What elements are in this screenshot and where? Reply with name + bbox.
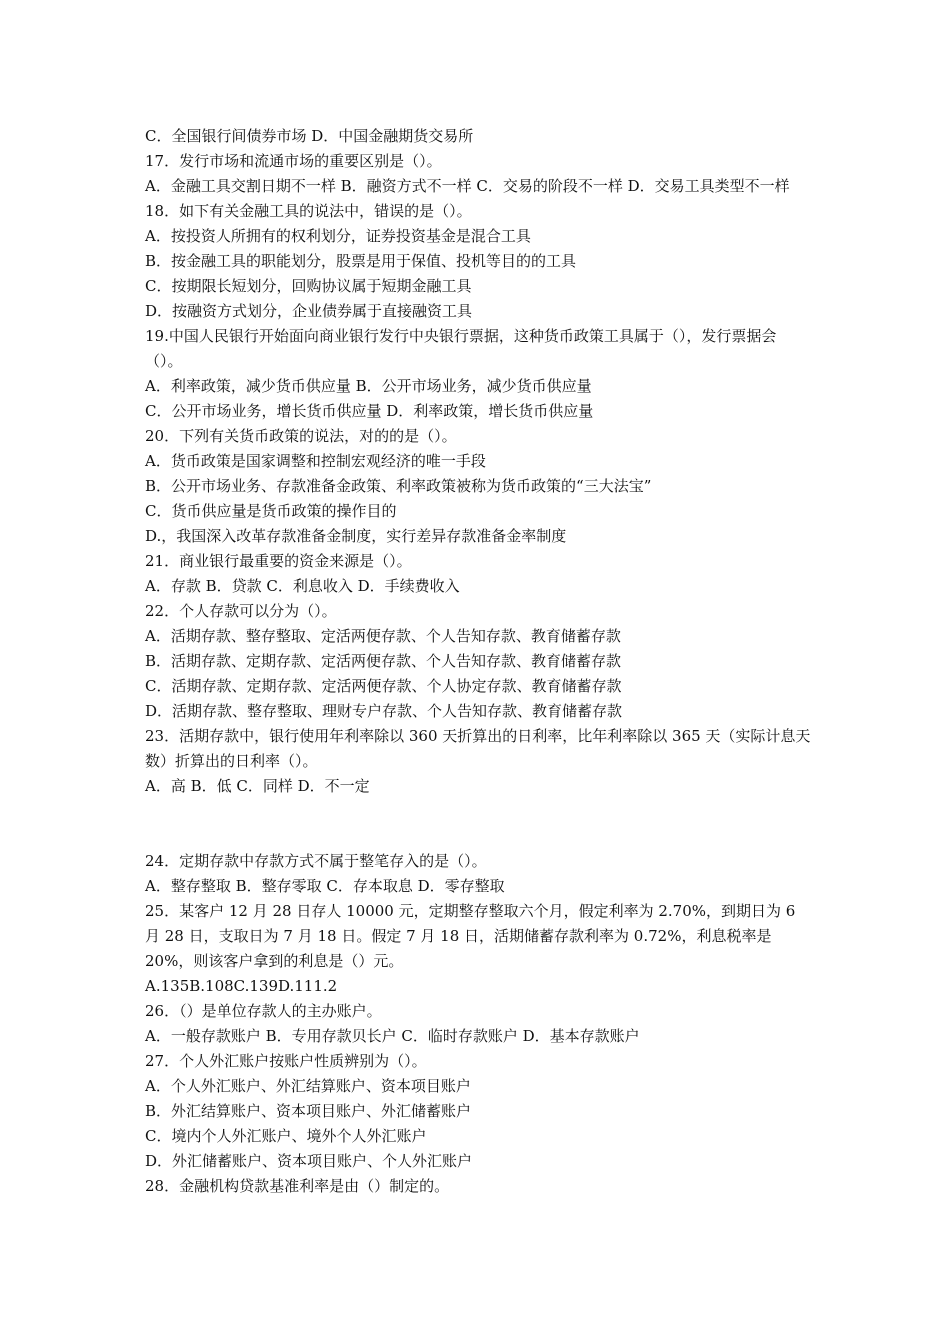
question-19: 19.中国人民银行开始面向商业银行发行中央银行票据，这种货币政策工具属于（），发行票据会（）。	[145, 327, 777, 370]
option-line: C．全国银行间债券市场 D．中国金融期货交易所	[145, 127, 474, 145]
question-22-option-d: D．活期存款、整存整取、理财专户存款、个人告知存款、教育储蓄存款	[145, 702, 623, 720]
question-24: 24．定期存款中存款方式不属于整笔存入的是（）。	[145, 852, 487, 870]
question-17: 17．发行市场和流通市场的重要区别是（）。	[145, 152, 442, 170]
question-21-options: A．存款 B．贷款 C．利息收入 D．手续费收入	[145, 577, 460, 595]
question-27-option-b: B．外汇结算账户、资本项目账户、外汇储蓄账户	[145, 1102, 472, 1120]
question-18-option-d: D．按融资方式划分，企业债券属于直接融资工具	[145, 302, 473, 320]
question-17-options: A．金融工具交割日期不一样 B．融资方式不一样 C．交易的阶段不一样 D．交易工具类型不一样	[145, 177, 790, 195]
question-25-options: A.135B.108C.139D.111.2	[145, 977, 338, 995]
question-23-options: A．高 B．低 C．同样 D．不一定	[145, 777, 370, 795]
question-26: 26．（）是单位存款人的主办账户。	[145, 1002, 382, 1020]
question-27: 27．个人外汇账户按账户性质辨别为（）。	[145, 1052, 427, 1070]
question-28: 28．金融机构贷款基准利率是由（）制定的。	[145, 1177, 450, 1195]
question-27-option-d: D．外汇储蓄账户、资本项目账户、个人外汇账户	[145, 1152, 473, 1170]
question-22: 22．个人存款可以分为（）。	[145, 602, 337, 620]
question-26-options: A．一般存款账户 B．专用存款贝长户 C．临时存款账户 D．基本存款账户	[145, 1027, 640, 1045]
question-18-option-b: B．按金融工具的职能划分，股票是用于保值、投机等目的的工具	[145, 252, 577, 270]
question-20-option-a: A．货币政策是国家调整和控制宏观经济的唯一手段	[145, 452, 486, 470]
question-20-option-b: B．公开市场业务、存款准备金政策、利率政策被称为货币政策的“三大法宝”	[145, 477, 652, 495]
question-23: 23．活期存款中，银行使用年利率除以 360 天折算出的日利率，比年利率除以 365 天（实际计息天数）折算出的日利率（）。	[145, 727, 811, 770]
question-21: 21．商业银行最重要的资金来源是（）。	[145, 552, 412, 570]
document-body	[145, 124, 813, 1199]
question-19-options-cd: C．公开市场业务，增长货币供应量 D．利率政策，增长货币供应量	[145, 402, 594, 420]
blank-spacing	[145, 799, 813, 849]
question-19-options-ab: A．利率政策，减少货币供应量 B．公开市场业务，减少货币供应量	[145, 377, 592, 395]
question-20: 20．下列有关货币政策的说法，对的的是（）。	[145, 427, 457, 445]
question-22-option-c: C．活期存款、定期存款、定活两便存款、个人协定存款、教育储蓄存款	[145, 677, 622, 695]
question-22-option-b: B．活期存款、定期存款、定活两便存款、个人告知存款、教育储蓄存款	[145, 652, 622, 670]
question-24-options: A．整存整取 B．整存零取 C．存本取息 D．零存整取	[145, 877, 505, 895]
question-27-option-a: A．个人外汇账户、外汇结算账户、资本项目账户	[145, 1077, 471, 1095]
question-18-option-c: C．按期限长短划分，回购协议属于短期金融工具	[145, 277, 472, 295]
question-20-option-d: D.，我国深入改革存款准备金制度，实行差异存款准备金率制度	[145, 527, 567, 545]
question-27-option-c: C．境内个人外汇账户、境外个人外汇账户	[145, 1127, 427, 1145]
question-25: 25．某客户 12 月 28 日存人 10000 元，定期整存整取六个月，假定利率为 2.70%，到期日为 6 月 28 日，支取日为 7 月 18 日。假定 7 月 18 日，活期储蓄存款利率为 0.72%，利息税率是 20%，则该客户拿到的利息是（）元。	[145, 902, 796, 970]
question-22-option-a: A．活期存款、整存整取、定活两便存款、个人告知存款、教育储蓄存款	[145, 627, 621, 645]
question-18: 18．如下有关金融工具的说法中，错误的是（）。	[145, 202, 472, 220]
question-20-option-c: C．货币供应量是货币政策的操作目的	[145, 502, 397, 520]
question-18-option-a: A．按投资人所拥有的权利划分，证券投资基金是混合工具	[145, 227, 531, 245]
